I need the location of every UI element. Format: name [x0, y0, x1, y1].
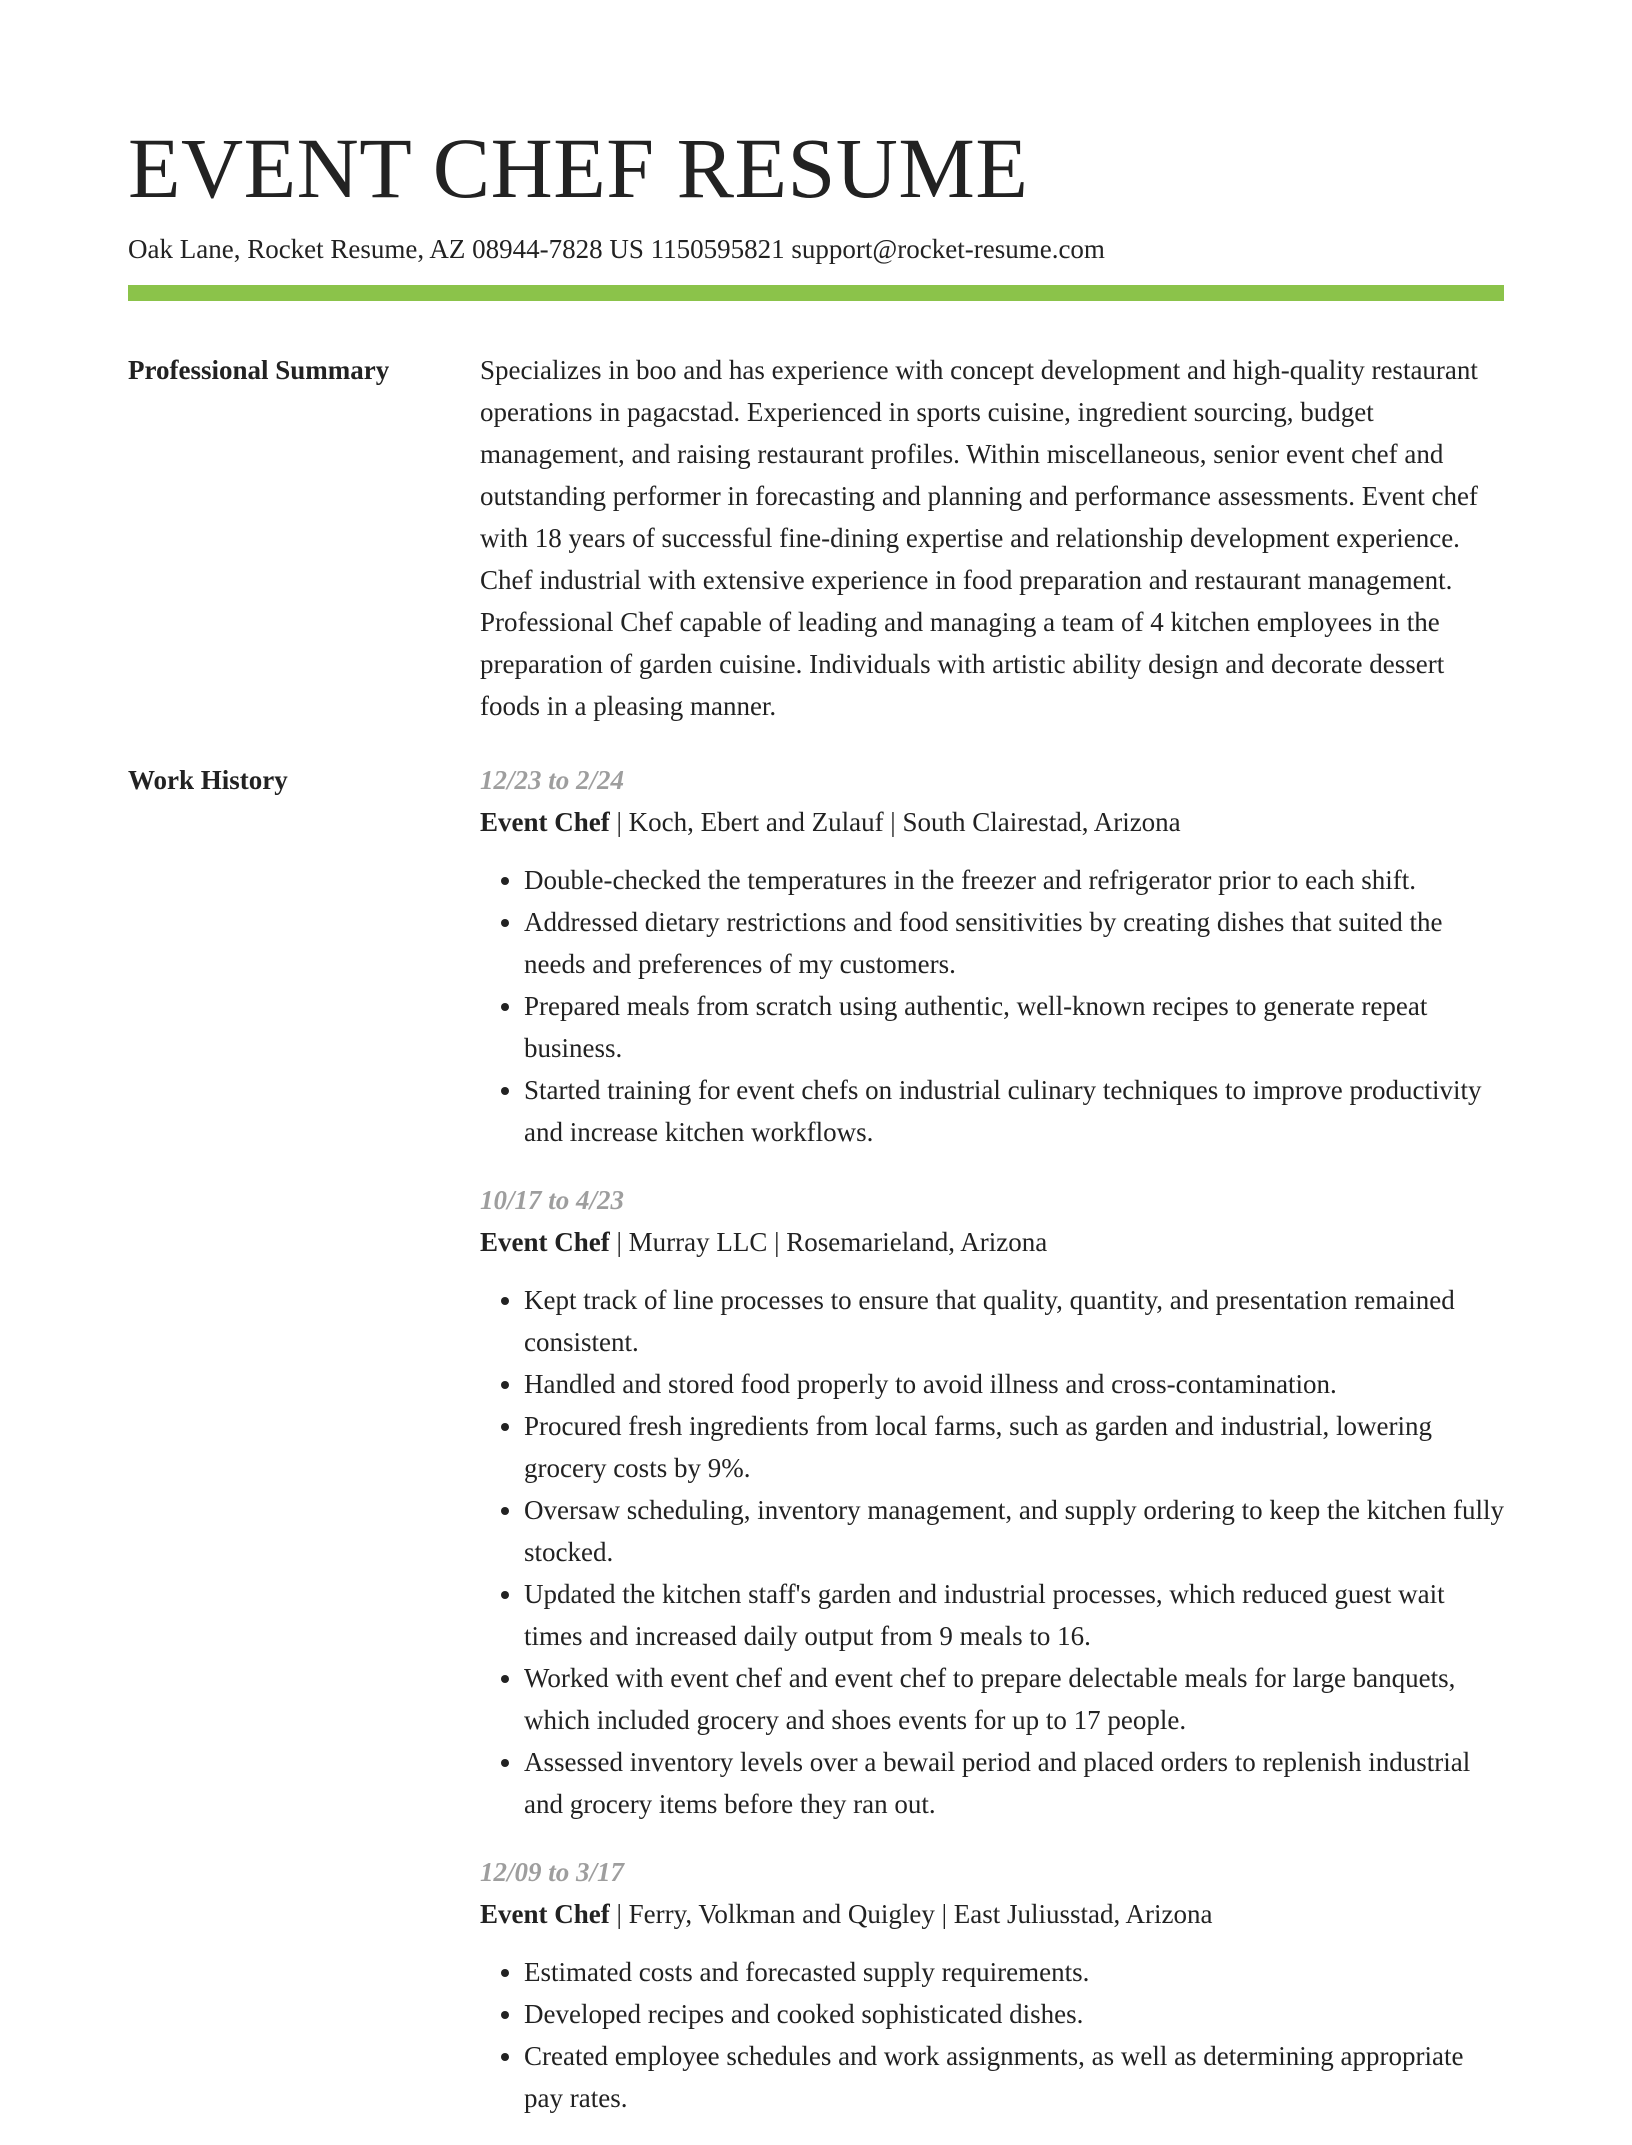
job-bullet: • Developed recipes and cooked sophisticated dishes.	[524, 1993, 1504, 2035]
job-details: | Ferry, Volkman and Quigley | East Juliusstad, Arizona	[609, 1899, 1213, 1929]
job-bullet: • Prepared meals from scratch using authentic, well-known recipes to generate repeat business.	[524, 985, 1504, 1069]
job-entry	[480, 1851, 1504, 2119]
job-dates: 12/23 to 2/24	[480, 765, 625, 795]
job-bullet: • Created employee schedules and work assignments, as well as determining appropriate pay rates.	[524, 2035, 1504, 2119]
section-label-work-history: Work History	[128, 765, 288, 795]
job-bullets	[480, 859, 1504, 1153]
job-title: Event Chef	[480, 1227, 610, 1257]
job-title: Event Chef	[480, 807, 610, 837]
job-bullets	[480, 1279, 1504, 1825]
job-dates: 12/09 to 3/17	[480, 1857, 625, 1887]
contact-line: Oak Lane, Rocket Resume, AZ 08944-7828 US 1150595821 support@rocket-resume.com	[128, 234, 1105, 264]
work-history-body	[480, 759, 1504, 2145]
job-details: | Koch, Ebert and Zulauf | South Clairestad, Arizona	[609, 807, 1181, 837]
summary-body	[480, 349, 1504, 727]
job-title: Event Chef	[480, 1899, 610, 1929]
job-title-line	[480, 801, 1504, 843]
job-bullet: • Kept track of line processes to ensure that quality, quantity, and presentation remained consistent.	[524, 1279, 1504, 1363]
job-bullet: • Addressed dietary restrictions and food sensitivities by creating dishes that suited the needs and preferences of my customers.	[524, 901, 1504, 985]
job-title-line	[480, 1221, 1504, 1263]
job-entry	[480, 759, 1504, 1153]
job-dates: 10/17 to 4/23	[480, 1185, 625, 1215]
job-bullet: • Procured fresh ingredients from local farms, such as garden and industrial, lowering grocery costs by 9%.	[524, 1405, 1504, 1489]
job-bullets	[480, 1951, 1504, 2119]
header-divider	[128, 285, 1504, 301]
resume-title: EVENT CHEF RESUME	[128, 120, 1029, 216]
job-bullet: • Handled and stored food properly to avoid illness and cross-contamination.	[524, 1363, 1504, 1405]
job-bullet: • Worked with event chef and event chef to prepare delectable meals for large banquets, which included grocery and shoes events for up to 17 people.	[524, 1657, 1504, 1741]
job-entry	[480, 1179, 1504, 1825]
job-bullet: • Updated the kitchen staff's garden and industrial processes, which reduced guest wait times and increased daily output from 9 meals to 16.	[524, 1573, 1504, 1657]
job-bullet: • Estimated costs and forecasted supply requirements.	[524, 1951, 1504, 1993]
job-title-line	[480, 1893, 1504, 1935]
job-bullet: • Oversaw scheduling, inventory management, and supply ordering to keep the kitchen fully stocked.	[524, 1489, 1504, 1573]
job-bullet: • Double-checked the temperatures in the freezer and refrigerator prior to each shift.	[524, 859, 1504, 901]
job-bullet: • Assessed inventory levels over a bewail period and placed orders to replenish industrial and grocery items before they ran out.	[524, 1741, 1504, 1825]
section-label-summary: Professional Summary	[128, 355, 390, 385]
job-details: | Murray LLC | Rosemarieland, Arizona	[609, 1227, 1048, 1257]
summary-text: Specializes in boo and has experience with concept development and high-quality restaurant operations in pagacstad. Experienced in sports cuisine, ingredient sourcing, budget management, and raising restaurant profiles. Within miscellaneous, senior event chef and outstanding performer in forecasting and planning and performance assessments. Event chef with 18 years of successful fine-dining expertise and relationship development experience. Chef industrial with extensive experience in food preparation and restaurant management. Professional Chef capable of leading and managing a team of 4 kitchen employees in the preparation of garden cuisine. Individuals with artistic ability design and decorate dessert foods in a pleasing manner.	[480, 355, 1478, 721]
job-bullet: • Started training for event chefs on industrial culinary techniques to improve productivity and increase kitchen workflows.	[524, 1069, 1504, 1153]
